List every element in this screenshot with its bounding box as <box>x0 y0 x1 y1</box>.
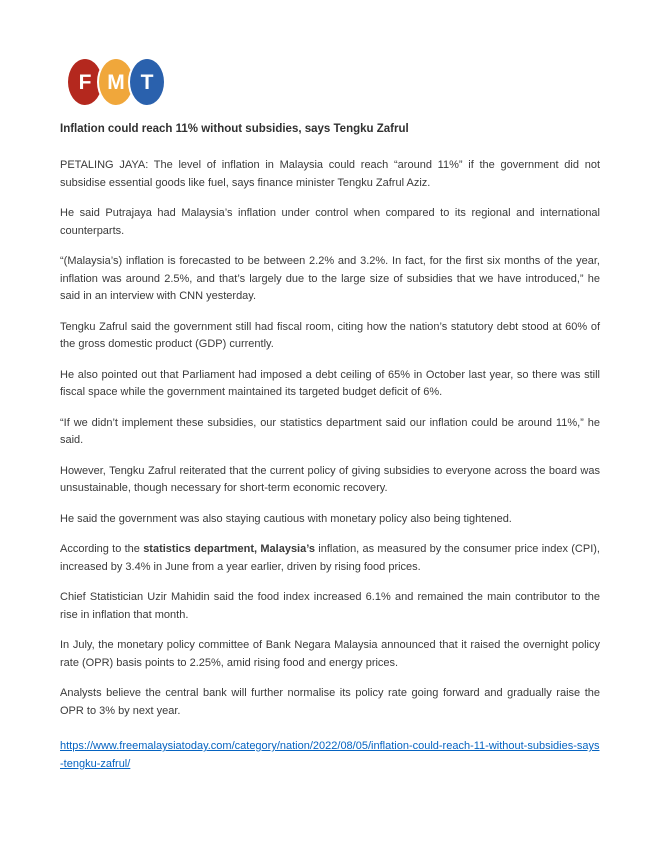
article-paragraph: According to the statistics department, Malaysia’s inflation, as measured by the consumer price index (CPI), increased by 3.4% in June from a year earlier, driven by rising food prices. <box>60 543 600 573</box>
article-headline: Inflation could reach 11% without subsidies, says Tengku Zafrul <box>60 123 409 135</box>
article-paragraph: He also pointed out that Parliament had imposed a debt ceiling of 65% in October last year, so there was still fiscal space while the government maintained its targeted budget deficit of 6%. <box>60 368 600 398</box>
article-paragraph: He said Putrajaya had Malaysia’s inflation under control when compared to its regional and international counterparts. <box>60 207 600 237</box>
fmt-logo-circle-m: M <box>97 57 135 107</box>
article-paragraph: However, Tengku Zafrul reiterated that the current policy of giving subsidies to everyone across the board was unsustainable, though necessary for short-term economic recovery. <box>60 464 600 494</box>
article-content <box>60 122 600 773</box>
fmt-logo <box>66 57 166 107</box>
article-paragraph: Analysts believe the central bank will further normalise its policy rate going forward and gradually raise the OPR to 3% by next year. <box>60 687 600 717</box>
article-paragraph: “If we didn’t implement these subsidies, our statistics department said our inflation could be around 11%,” he said. <box>60 416 600 446</box>
article-source-link[interactable]: https://www.freemalaysiatoday.com/category/nation/2022/08/05/inflation-could-reach-11-without-subsidies-says-tengku-zafrul/ <box>60 740 600 770</box>
article-paragraph: In July, the monetary policy committee of Bank Negara Malaysia announced that it raised the overnight policy rate (OPR) basis points to 2.25%, amid rising food and energy prices. <box>60 639 600 669</box>
article-paragraph: “(Malaysia’s) inflation is forecasted to be between 2.2% and 3.2%. In fact, for the first six months of the year, inflation was around 2.5%, and that’s largely due to the large size of subsidies that we have introduced,” he said in an interview with CNN yesterday. <box>60 255 600 302</box>
article-paragraph: Chief Statistician Uzir Mahidin said the food index increased 6.1% and remained the main contributor to the rise in inflation that month. <box>60 591 600 621</box>
article-paragraph: Tengku Zafrul said the government still had fiscal room, citing how the nation’s statutory debt stood at 60% of the gross domestic product (GDP) currently. <box>60 320 600 350</box>
fmt-logo-circle-f: F <box>66 57 104 107</box>
article-paragraph: PETALING JAYA: The level of inflation in Malaysia could reach “around 11%” if the government did not subsidise essential goods like fuel, says finance minister Tengku Zafrul Aziz. <box>60 159 600 189</box>
article-paragraph: He said the government was also staying cautious with monetary policy also being tightened. <box>60 512 512 525</box>
fmt-logo-circle-t: T <box>128 57 166 107</box>
article-body <box>60 157 600 720</box>
